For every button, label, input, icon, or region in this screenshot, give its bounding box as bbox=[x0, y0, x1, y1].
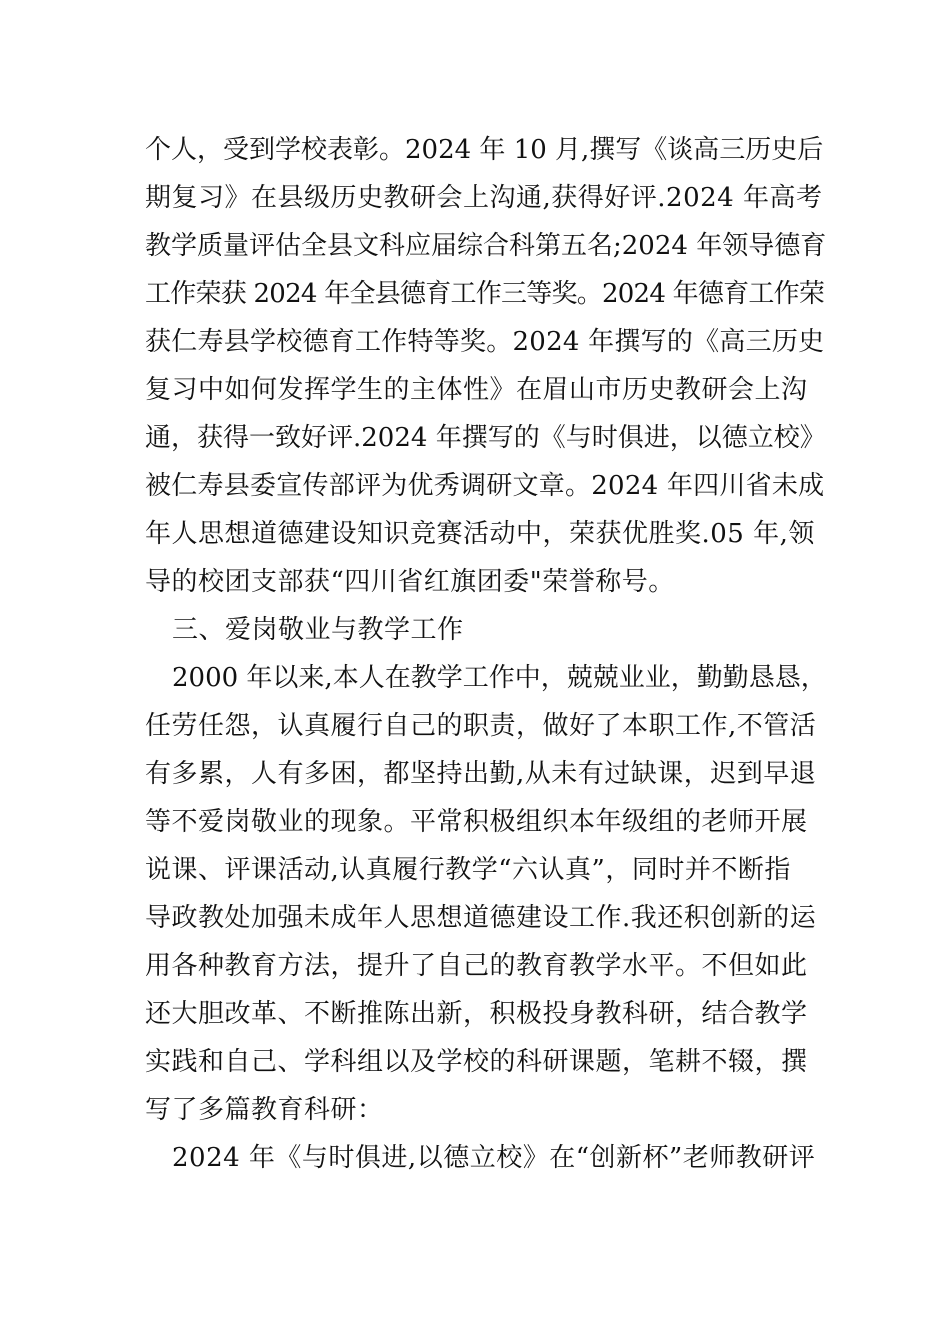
body-text-line-21: 写了多篇教育科研： bbox=[145, 1095, 384, 1125]
body-text-line-6: 复习中如何发挥学生的主体性》在眉山市历史教研会上沟 bbox=[145, 375, 808, 405]
body-text-line-22: 2024 年《与时俱进,以德立校》在“创新杯”老师教研评 bbox=[172, 1143, 816, 1173]
body-text-line-9: 年人思想道德建设知识竞赛活动中，荣获优胜奖.05 年,领 bbox=[145, 519, 815, 549]
body-text-line-8: 被仁寿县委宣传部评为优秀调研文章。2024 年四川省未成 bbox=[145, 471, 825, 501]
body-text-line-7: 通，获得一致好评.2024 年撰写的《与时俱进，以德立校》 bbox=[145, 423, 826, 453]
body-text-line-10: 导的校团支部获“四川省红旗团委"荣誉称号。 bbox=[145, 567, 675, 597]
body-text-line-5: 获仁寿县学校德育工作特等奖。2024 年撰写的《高三历史 bbox=[145, 327, 825, 357]
body-text-line-13: 任劳任怨，认真履行自己的职责，做好了本职工作,不管活 bbox=[145, 711, 817, 741]
body-text-line-19: 还大胆改革、不断推陈出新，积极投身教科研，结合教学 bbox=[145, 999, 808, 1029]
body-text-line-4: 工作荣获 2024 年全县德育工作三等奖。2024 年德育工作荣 bbox=[145, 279, 825, 309]
body-text-line-2: 期复习》在县级历史教研会上沟通,获得好评.2024 年高考 bbox=[145, 183, 823, 213]
body-text-line-15: 等不爱岗敬业的现象。平常积极组织本年级组的老师开展 bbox=[145, 807, 808, 837]
body-text-line-17: 导政教处加强未成年人思想道德建设工作.我还积创新的运 bbox=[145, 903, 817, 933]
body-text-line-14: 有多累，人有多困，都坚持出勤,从未有过缺课，迟到早退 bbox=[145, 759, 817, 789]
body-text-line-18: 用各种教育方法，提升了自己的教育教学水平。不但如此 bbox=[145, 951, 808, 981]
body-text-line-20: 实践和自己、学科组以及学校的科研课题，笔耕不辍，撰 bbox=[145, 1047, 808, 1077]
body-text-line-16: 说课、评课活动,认真履行教学“六认真”，同时并不断指 bbox=[145, 855, 791, 885]
body-text-line-1: 个人，受到学校表彰。2024 年 10 月,撰写《谈高三历史后 bbox=[145, 135, 824, 165]
body-text-line-12: 2000 年以来,本人在教学工作中，兢兢业业，勤勤恳恳， bbox=[172, 663, 827, 693]
section-heading: 三、爱岗敬业与教学工作 bbox=[172, 615, 464, 645]
body-text-line-3: 教学质量评估全县文科应届综合科第五名;2024 年领导德育 bbox=[145, 231, 827, 261]
